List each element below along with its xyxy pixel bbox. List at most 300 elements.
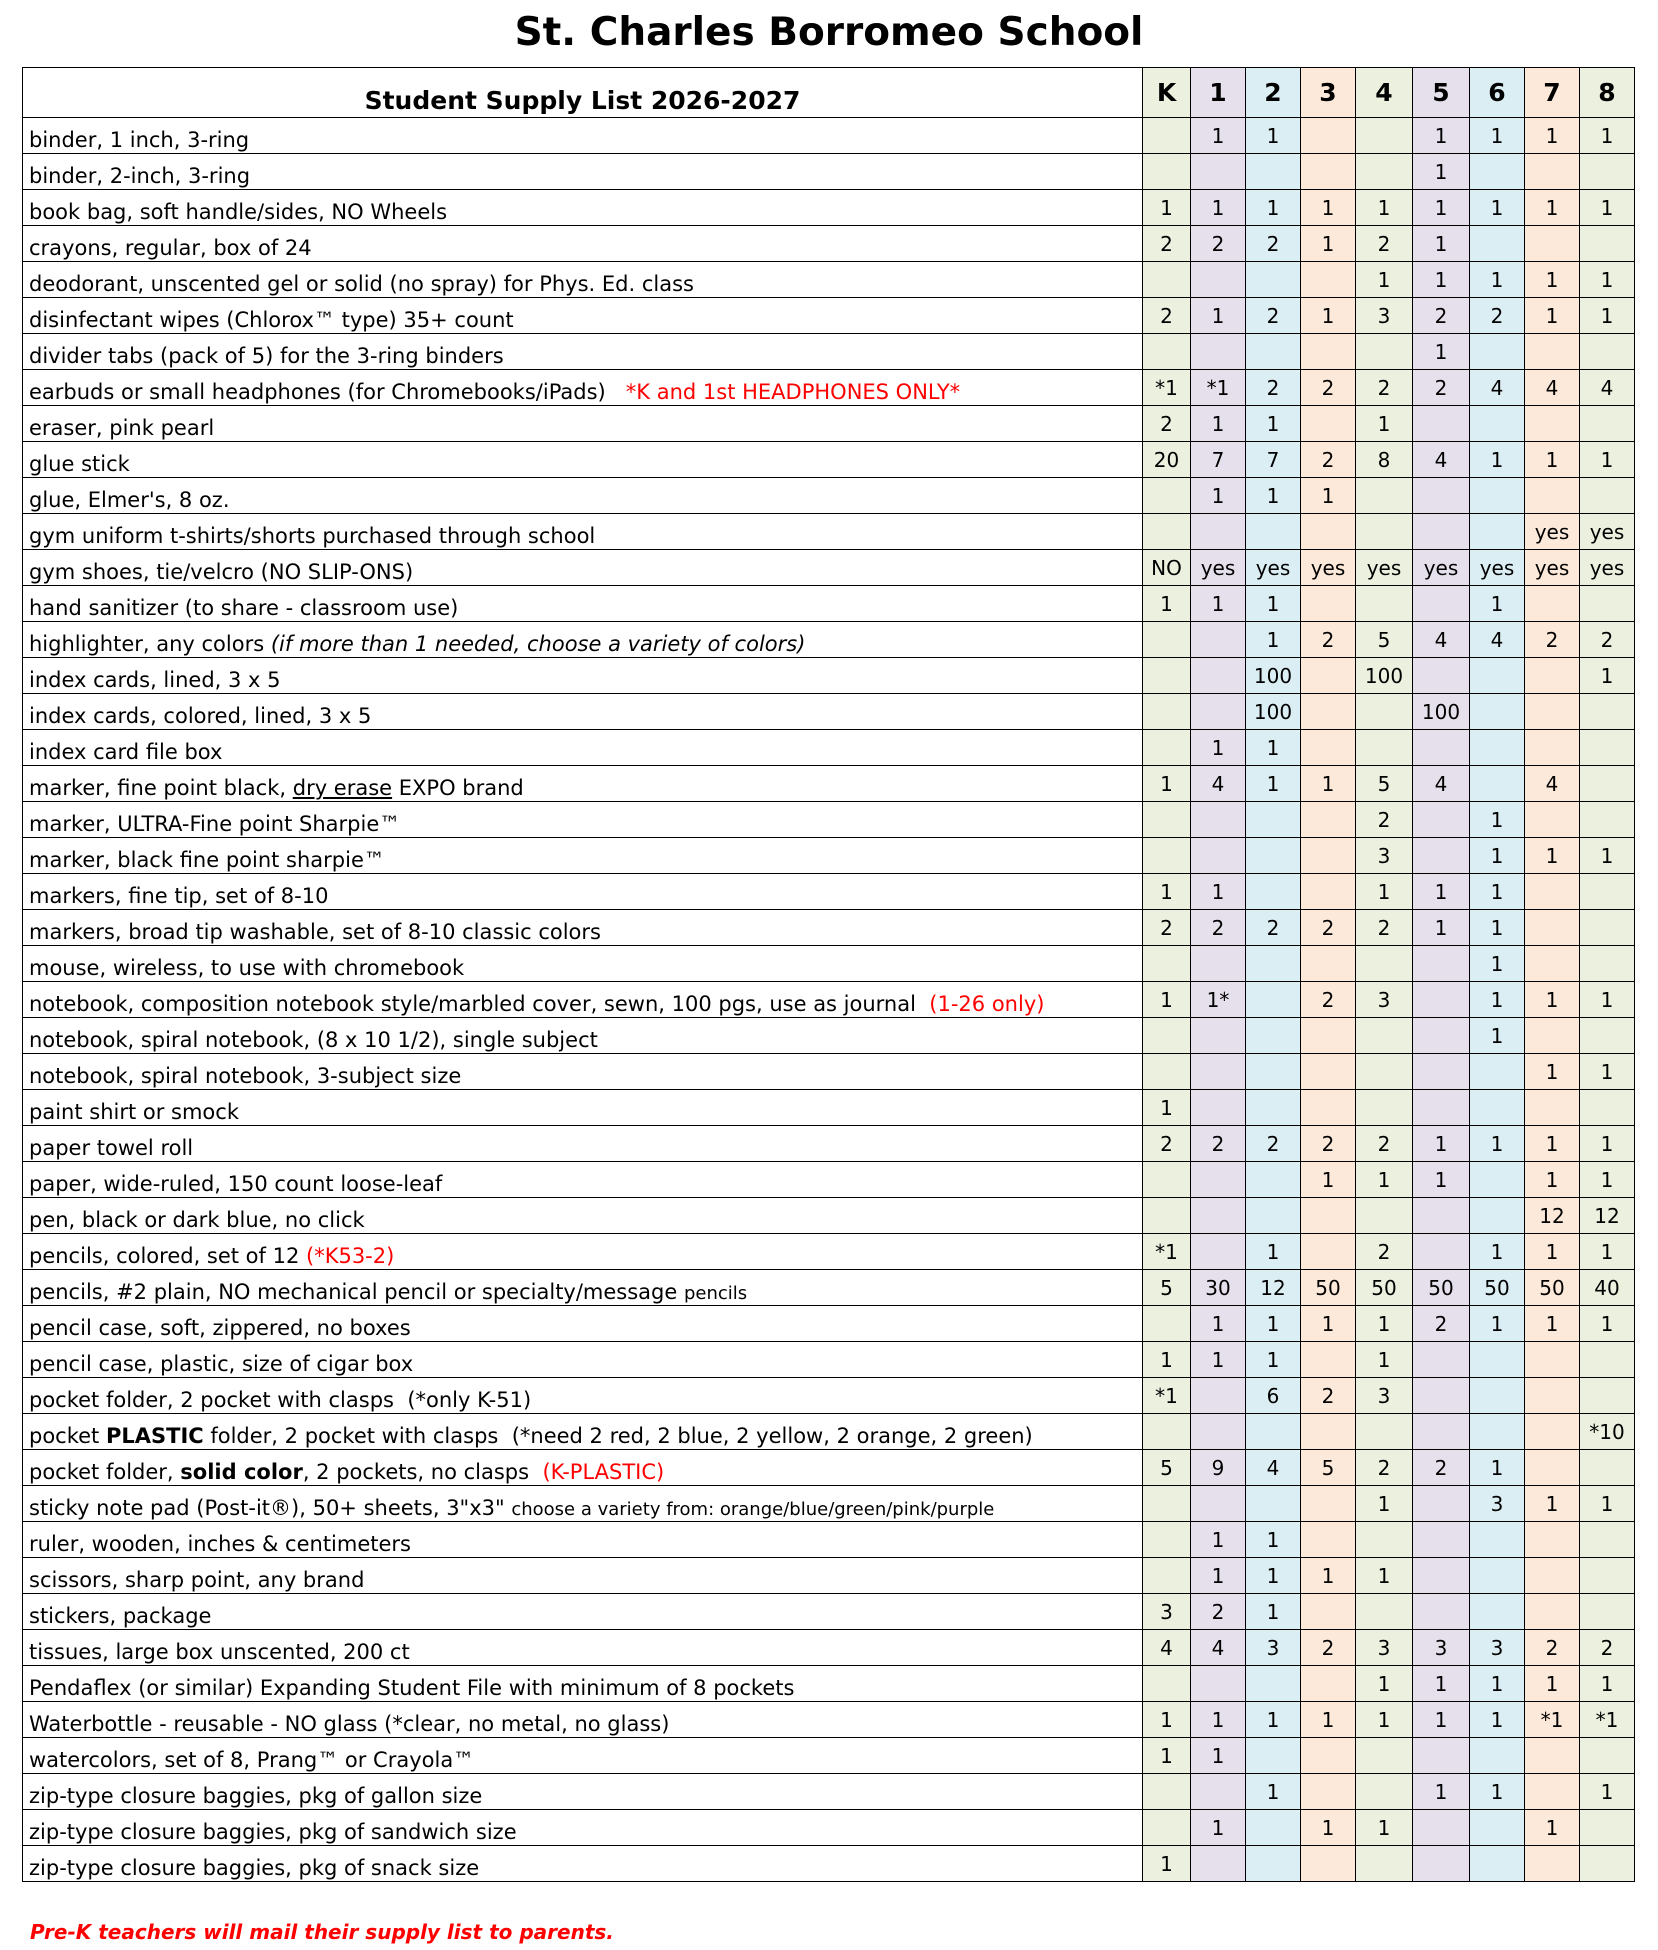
quantity-cell-grade-4: 1 (1356, 1486, 1413, 1522)
quantity-cell-grade-2: 2 (1246, 370, 1301, 406)
item-description (23, 406, 1143, 442)
item-description (23, 1018, 1143, 1054)
quantity-cell-grade-3: 1 (1301, 1162, 1356, 1198)
quantity-cell-grade-2: 2 (1246, 298, 1301, 334)
grade-header-4: 4 (1356, 68, 1413, 118)
item-text-segment: pocket folder, (29, 1460, 181, 1484)
table-row (23, 1846, 1635, 1882)
quantity-cell-grade-k (1143, 802, 1191, 838)
quantity-cell-grade-2: 1 (1246, 1774, 1301, 1810)
quantity-cell-grade-4 (1356, 946, 1413, 982)
item-text-segment: choose a variety from: orange/blue/green/pink/purple (511, 1499, 995, 1520)
quantity-cell-grade-4: 1 (1356, 1558, 1413, 1594)
table-row (23, 118, 1635, 154)
quantity-cell-grade-k: 2 (1143, 910, 1191, 946)
quantity-cell-grade-5: 100 (1413, 694, 1470, 730)
quantity-cell-grade-5 (1413, 478, 1470, 514)
table-body (23, 118, 1635, 1882)
quantity-cell-grade-5: 1 (1413, 154, 1470, 190)
quantity-cell-grade-k (1143, 1558, 1191, 1594)
item-description (23, 1306, 1143, 1342)
quantity-cell-grade-8: yes (1580, 514, 1635, 550)
quantity-cell-grade-1: 1 (1191, 1702, 1246, 1738)
quantity-cell-grade-k (1143, 622, 1191, 658)
quantity-cell-grade-1 (1191, 622, 1246, 658)
quantity-cell-grade-3 (1301, 1486, 1356, 1522)
quantity-cell-grade-5 (1413, 1234, 1470, 1270)
item-description (23, 550, 1143, 586)
quantity-cell-grade-3 (1301, 1414, 1356, 1450)
quantity-cell-grade-8: yes (1580, 550, 1635, 586)
table-row (23, 658, 1635, 694)
quantity-cell-grade-5 (1413, 1486, 1470, 1522)
quantity-cell-grade-4: 2 (1356, 1234, 1413, 1270)
quantity-cell-grade-8 (1580, 730, 1635, 766)
item-text-segment: binder, 2-inch, 3-ring (29, 164, 251, 188)
quantity-cell-grade-k (1143, 1018, 1191, 1054)
quantity-cell-grade-2: 1 (1246, 190, 1301, 226)
quantity-cell-grade-7: 1 (1525, 262, 1580, 298)
item-description (23, 1666, 1143, 1702)
quantity-cell-grade-6: 4 (1470, 622, 1525, 658)
quantity-cell-grade-k: 2 (1143, 226, 1191, 262)
quantity-cell-grade-5 (1413, 406, 1470, 442)
table-row (23, 1306, 1635, 1342)
item-text-segment: PLASTIC (105, 1424, 204, 1448)
quantity-cell-grade-2 (1246, 334, 1301, 370)
item-text-segment: pencils, #2 plain, NO mechanical pencil or specialty/message (29, 1280, 684, 1304)
quantity-cell-grade-6 (1470, 1738, 1525, 1774)
item-description (23, 226, 1143, 262)
grade-header-2: 2 (1246, 68, 1301, 118)
table-row (23, 1666, 1635, 1702)
table-row (23, 982, 1635, 1018)
quantity-cell-grade-7: 2 (1525, 622, 1580, 658)
quantity-cell-grade-8: 1 (1580, 1054, 1635, 1090)
quantity-cell-grade-2: 1 (1246, 478, 1301, 514)
quantity-cell-grade-3 (1301, 1054, 1356, 1090)
table-row (23, 910, 1635, 946)
grade-header-5: 5 (1413, 68, 1470, 118)
item-description (23, 1594, 1143, 1630)
quantity-cell-grade-4: 1 (1356, 1162, 1413, 1198)
table-row (23, 802, 1635, 838)
item-text-segment: notebook, spiral notebook, (8 x 10 1/2), single subject (29, 1028, 598, 1052)
quantity-cell-grade-4 (1356, 730, 1413, 766)
quantity-cell-grade-8: *1 (1580, 1702, 1635, 1738)
quantity-cell-grade-2 (1246, 1018, 1301, 1054)
quantity-cell-grade-7: 1 (1525, 1162, 1580, 1198)
quantity-cell-grade-8 (1580, 1018, 1635, 1054)
quantity-cell-grade-k: 2 (1143, 406, 1191, 442)
quantity-cell-grade-3: 2 (1301, 910, 1356, 946)
table-row (23, 298, 1635, 334)
item-text-segment: ruler, wooden, inches & centimeters (29, 1532, 411, 1556)
item-description (23, 730, 1143, 766)
quantity-cell-grade-8 (1580, 478, 1635, 514)
quantity-cell-grade-4 (1356, 1846, 1413, 1882)
item-description (23, 1702, 1143, 1738)
quantity-cell-grade-4: 3 (1356, 838, 1413, 874)
quantity-cell-grade-4 (1356, 514, 1413, 550)
quantity-cell-grade-3 (1301, 1666, 1356, 1702)
quantity-cell-grade-2 (1246, 262, 1301, 298)
quantity-cell-grade-7 (1525, 1090, 1580, 1126)
item-text-segment: glue, Elmer's, 8 oz. (29, 488, 230, 512)
quantity-cell-grade-3 (1301, 1774, 1356, 1810)
table-row (23, 1270, 1635, 1306)
quantity-cell-grade-k (1143, 1666, 1191, 1702)
quantity-cell-grade-5: 1 (1413, 874, 1470, 910)
quantity-cell-grade-5: 1 (1413, 1666, 1470, 1702)
quantity-cell-grade-6: 1 (1470, 910, 1525, 946)
quantity-cell-grade-8: 2 (1580, 622, 1635, 658)
item-description (23, 1198, 1143, 1234)
quantity-cell-grade-8 (1580, 802, 1635, 838)
quantity-cell-grade-6: 1 (1470, 1774, 1525, 1810)
table-row (23, 262, 1635, 298)
table-row (23, 838, 1635, 874)
quantity-cell-grade-7: 1 (1525, 1486, 1580, 1522)
quantity-cell-grade-7 (1525, 1414, 1580, 1450)
quantity-cell-grade-5 (1413, 658, 1470, 694)
quantity-cell-grade-3 (1301, 838, 1356, 874)
item-description (23, 658, 1143, 694)
quantity-cell-grade-1 (1191, 946, 1246, 982)
quantity-cell-grade-3: 1 (1301, 1306, 1356, 1342)
item-text-segment: pencil case, soft, zippered, no boxes (29, 1316, 411, 1340)
quantity-cell-grade-1 (1191, 1378, 1246, 1414)
quantity-cell-grade-5: 1 (1413, 118, 1470, 154)
table-row (23, 694, 1635, 730)
quantity-cell-grade-1: 1 (1191, 478, 1246, 514)
quantity-cell-grade-5 (1413, 1846, 1470, 1882)
quantity-cell-grade-5: 4 (1413, 766, 1470, 802)
quantity-cell-grade-3: 50 (1301, 1270, 1356, 1306)
item-text-segment: markers, fine tip, set of 8-10 (29, 884, 329, 908)
quantity-cell-grade-5 (1413, 838, 1470, 874)
quantity-cell-grade-4 (1356, 1414, 1413, 1450)
quantity-cell-grade-2 (1246, 154, 1301, 190)
quantity-cell-grade-5 (1413, 1594, 1470, 1630)
item-text-segment: eraser, pink pearl (29, 416, 215, 440)
item-description (23, 1630, 1143, 1666)
quantity-cell-grade-6: 4 (1470, 370, 1525, 406)
table-row (23, 1522, 1635, 1558)
item-text-segment: , 2 pockets, no clasps (302, 1460, 543, 1484)
table-row (23, 1342, 1635, 1378)
quantity-cell-grade-1: 1 (1191, 118, 1246, 154)
table-row (23, 1054, 1635, 1090)
item-description (23, 1378, 1143, 1414)
grade-header-k: K (1143, 68, 1191, 118)
table-row (23, 1090, 1635, 1126)
quantity-cell-grade-3 (1301, 262, 1356, 298)
quantity-cell-grade-k: 2 (1143, 298, 1191, 334)
quantity-cell-grade-8: 1 (1580, 298, 1635, 334)
quantity-cell-grade-1 (1191, 658, 1246, 694)
quantity-cell-grade-5 (1413, 802, 1470, 838)
quantity-cell-grade-5: 4 (1413, 622, 1470, 658)
quantity-cell-grade-2: 1 (1246, 1342, 1301, 1378)
quantity-cell-grade-k: 20 (1143, 442, 1191, 478)
quantity-cell-grade-5 (1413, 1810, 1470, 1846)
quantity-cell-grade-k: *1 (1143, 370, 1191, 406)
quantity-cell-grade-3 (1301, 118, 1356, 154)
quantity-cell-grade-6: 1 (1470, 1234, 1525, 1270)
item-description (23, 1090, 1143, 1126)
quantity-cell-grade-1: 1 (1191, 1342, 1246, 1378)
quantity-cell-grade-5: 2 (1413, 1450, 1470, 1486)
quantity-cell-grade-1: 1 (1191, 1558, 1246, 1594)
quantity-cell-grade-6: 1 (1470, 1666, 1525, 1702)
quantity-cell-grade-8 (1580, 586, 1635, 622)
quantity-cell-grade-k: 1 (1143, 1738, 1191, 1774)
quantity-cell-grade-7: 1 (1525, 982, 1580, 1018)
quantity-cell-grade-3: 1 (1301, 1810, 1356, 1846)
table-row (23, 1234, 1635, 1270)
quantity-cell-grade-3 (1301, 658, 1356, 694)
quantity-cell-grade-6 (1470, 478, 1525, 514)
quantity-cell-grade-5 (1413, 1054, 1470, 1090)
table-row (23, 766, 1635, 802)
item-description (23, 154, 1143, 190)
quantity-cell-grade-2 (1246, 514, 1301, 550)
quantity-cell-grade-5 (1413, 1522, 1470, 1558)
item-text-segment: markers, broad tip washable, set of 8-10 classic colors (29, 920, 601, 944)
quantity-cell-grade-2 (1246, 838, 1301, 874)
quantity-cell-grade-4: 2 (1356, 910, 1413, 946)
quantity-cell-grade-7: 1 (1525, 1666, 1580, 1702)
quantity-cell-grade-7 (1525, 1558, 1580, 1594)
quantity-cell-grade-1: 2 (1191, 910, 1246, 946)
quantity-cell-grade-5 (1413, 946, 1470, 982)
item-text-segment: scissors, sharp point, any brand (29, 1568, 365, 1592)
item-description (23, 118, 1143, 154)
item-text-segment: notebook, spiral notebook, 3-subject size (29, 1064, 462, 1088)
quantity-cell-grade-5 (1413, 1342, 1470, 1378)
item-description (23, 1054, 1143, 1090)
quantity-cell-grade-8 (1580, 1846, 1635, 1882)
grade-header-8: 8 (1580, 68, 1635, 118)
quantity-cell-grade-8: 1 (1580, 118, 1635, 154)
item-text-segment: *K and 1st HEADPHONES ONLY* (625, 380, 961, 404)
quantity-cell-grade-8: 1 (1580, 982, 1635, 1018)
table-row (23, 1486, 1635, 1522)
quantity-cell-grade-8: 1 (1580, 442, 1635, 478)
grade-header-7: 7 (1525, 68, 1580, 118)
quantity-cell-grade-2 (1246, 1198, 1301, 1234)
item-text-segment: gym uniform t-shirts/shorts purchased through school (29, 524, 596, 548)
grade-header-3: 3 (1301, 68, 1356, 118)
item-text-segment: solid color (180, 1460, 303, 1484)
quantity-cell-grade-k (1143, 838, 1191, 874)
item-text-segment: hand sanitizer (to share - classroom use) (29, 596, 459, 620)
quantity-cell-grade-k (1143, 118, 1191, 154)
quantity-cell-grade-3: yes (1301, 550, 1356, 586)
quantity-cell-grade-7 (1525, 874, 1580, 910)
quantity-cell-grade-8 (1580, 1342, 1635, 1378)
item-description (23, 1270, 1143, 1306)
quantity-cell-grade-7 (1525, 1522, 1580, 1558)
quantity-cell-grade-8 (1580, 334, 1635, 370)
quantity-cell-grade-7 (1525, 334, 1580, 370)
quantity-cell-grade-1: 1 (1191, 1738, 1246, 1774)
quantity-cell-grade-8: 12 (1580, 1198, 1635, 1234)
quantity-cell-grade-4: 1 (1356, 1306, 1413, 1342)
quantity-cell-grade-3 (1301, 334, 1356, 370)
item-text-segment: earbuds or small headphones (for Chromebooks/iPads) (29, 380, 626, 404)
quantity-cell-grade-5 (1413, 1198, 1470, 1234)
quantity-cell-grade-4: 2 (1356, 802, 1413, 838)
table-row (23, 406, 1635, 442)
quantity-cell-grade-6 (1470, 1414, 1525, 1450)
table-row (23, 946, 1635, 982)
quantity-cell-grade-8 (1580, 766, 1635, 802)
item-description (23, 1738, 1143, 1774)
quantity-cell-grade-6 (1470, 1846, 1525, 1882)
quantity-cell-grade-8 (1580, 1522, 1635, 1558)
table-row (23, 1162, 1635, 1198)
quantity-cell-grade-7 (1525, 1450, 1580, 1486)
quantity-cell-grade-6: 3 (1470, 1630, 1525, 1666)
quantity-cell-grade-6: 1 (1470, 190, 1525, 226)
quantity-cell-grade-6 (1470, 1558, 1525, 1594)
table-row (23, 1702, 1635, 1738)
quantity-cell-grade-8: 1 (1580, 190, 1635, 226)
quantity-cell-grade-4: 1 (1356, 1666, 1413, 1702)
item-text-segment: notebook, composition notebook style/marbled cover, sewn, 100 pgs, use as journal (29, 992, 930, 1016)
quantity-cell-grade-7 (1525, 1738, 1580, 1774)
item-text-segment: watercolors, set of 8, Prang™ or Crayola™ (29, 1748, 475, 1772)
quantity-cell-grade-8: 1 (1580, 262, 1635, 298)
quantity-cell-grade-2: 3 (1246, 1630, 1301, 1666)
table-row (23, 1414, 1635, 1450)
quantity-cell-grade-7 (1525, 1342, 1580, 1378)
quantity-cell-grade-7: yes (1525, 550, 1580, 586)
quantity-cell-grade-6 (1470, 334, 1525, 370)
quantity-cell-grade-6 (1470, 514, 1525, 550)
quantity-cell-grade-5: 50 (1413, 1270, 1470, 1306)
quantity-cell-grade-7 (1525, 154, 1580, 190)
quantity-cell-grade-8: 1 (1580, 1774, 1635, 1810)
quantity-cell-grade-8 (1580, 1450, 1635, 1486)
quantity-cell-grade-6: 1 (1470, 1126, 1525, 1162)
quantity-cell-grade-k (1143, 262, 1191, 298)
table-row (23, 1774, 1635, 1810)
quantity-cell-grade-1 (1191, 1414, 1246, 1450)
quantity-cell-grade-7: 1 (1525, 838, 1580, 874)
quantity-cell-grade-4: 1 (1356, 874, 1413, 910)
quantity-cell-grade-k: *1 (1143, 1378, 1191, 1414)
quantity-cell-grade-4: 5 (1356, 766, 1413, 802)
quantity-cell-grade-5: 2 (1413, 370, 1470, 406)
quantity-cell-grade-4: 1 (1356, 190, 1413, 226)
quantity-cell-grade-8: 1 (1580, 1162, 1635, 1198)
quantity-cell-grade-k (1143, 1522, 1191, 1558)
quantity-cell-grade-1: 4 (1191, 766, 1246, 802)
supply-table (22, 67, 1635, 1882)
quantity-cell-grade-6: 1 (1470, 442, 1525, 478)
table-row (23, 586, 1635, 622)
item-text-segment: disinfectant wipes (Chlorox™ type) 35+ count (29, 308, 514, 332)
item-description (23, 766, 1143, 802)
quantity-cell-grade-6 (1470, 1342, 1525, 1378)
quantity-cell-grade-k (1143, 154, 1191, 190)
item-description (23, 442, 1143, 478)
item-text-segment: pocket (29, 1424, 106, 1448)
quantity-cell-grade-k: NO (1143, 550, 1191, 586)
item-text-segment: pencils (683, 1283, 748, 1304)
quantity-cell-grade-6 (1470, 226, 1525, 262)
quantity-cell-grade-6: 1 (1470, 1702, 1525, 1738)
quantity-cell-grade-3: 5 (1301, 1450, 1356, 1486)
item-description (23, 1522, 1143, 1558)
quantity-cell-grade-8 (1580, 1810, 1635, 1846)
quantity-cell-grade-7: 12 (1525, 1198, 1580, 1234)
quantity-cell-grade-8 (1580, 1558, 1635, 1594)
quantity-cell-grade-8: 40 (1580, 1270, 1635, 1306)
item-text-segment: marker, ULTRA-Fine point Sharpie™ (29, 812, 401, 836)
quantity-cell-grade-2: 1 (1246, 730, 1301, 766)
item-text-segment: sticky note pad (Post-it®), 50+ sheets, 3"x3" (29, 1496, 512, 1520)
quantity-cell-grade-4 (1356, 478, 1413, 514)
quantity-cell-grade-1 (1191, 154, 1246, 190)
quantity-cell-grade-5 (1413, 514, 1470, 550)
quantity-cell-grade-4: 2 (1356, 226, 1413, 262)
quantity-cell-grade-2: 1 (1246, 1306, 1301, 1342)
quantity-cell-grade-2: 100 (1246, 694, 1301, 730)
table-row (23, 1594, 1635, 1630)
item-text-segment: pencils, colored, set of 12 (29, 1244, 306, 1268)
quantity-cell-grade-5: 1 (1413, 1162, 1470, 1198)
quantity-cell-grade-7 (1525, 1774, 1580, 1810)
quantity-cell-grade-3: 1 (1301, 478, 1356, 514)
quantity-cell-grade-k (1143, 1486, 1191, 1522)
quantity-cell-grade-1: 9 (1191, 1450, 1246, 1486)
quantity-cell-grade-3: 1 (1301, 766, 1356, 802)
quantity-cell-grade-7 (1525, 1846, 1580, 1882)
quantity-cell-grade-6: 1 (1470, 262, 1525, 298)
quantity-cell-grade-4 (1356, 154, 1413, 190)
quantity-cell-grade-k: 1 (1143, 1090, 1191, 1126)
item-text-segment: Pendaflex (or similar) Expanding Student File with minimum of 8 pockets (29, 1676, 795, 1700)
quantity-cell-grade-k: 4 (1143, 1630, 1191, 1666)
quantity-cell-grade-4 (1356, 1018, 1413, 1054)
quantity-cell-grade-6: 1 (1470, 118, 1525, 154)
quantity-cell-grade-4 (1356, 1738, 1413, 1774)
item-description (23, 802, 1143, 838)
item-text-segment: index cards, colored, lined, 3 x 5 (29, 704, 372, 728)
table-row (23, 1198, 1635, 1234)
quantity-cell-grade-6: 1 (1470, 1306, 1525, 1342)
quantity-cell-grade-4 (1356, 1594, 1413, 1630)
quantity-cell-grade-3 (1301, 1522, 1356, 1558)
quantity-cell-grade-6: yes (1470, 550, 1525, 586)
quantity-cell-grade-k: 5 (1143, 1270, 1191, 1306)
quantity-cell-grade-2: 6 (1246, 1378, 1301, 1414)
item-description (23, 1810, 1143, 1846)
quantity-cell-grade-1: 1 (1191, 190, 1246, 226)
quantity-cell-grade-3 (1301, 586, 1356, 622)
quantity-cell-grade-k: 1 (1143, 190, 1191, 226)
quantity-cell-grade-k: *1 (1143, 1234, 1191, 1270)
quantity-cell-grade-k (1143, 946, 1191, 982)
quantity-cell-grade-1: 1 (1191, 298, 1246, 334)
quantity-cell-grade-7: 2 (1525, 1630, 1580, 1666)
quantity-cell-grade-5: 1 (1413, 910, 1470, 946)
quantity-cell-grade-5 (1413, 586, 1470, 622)
